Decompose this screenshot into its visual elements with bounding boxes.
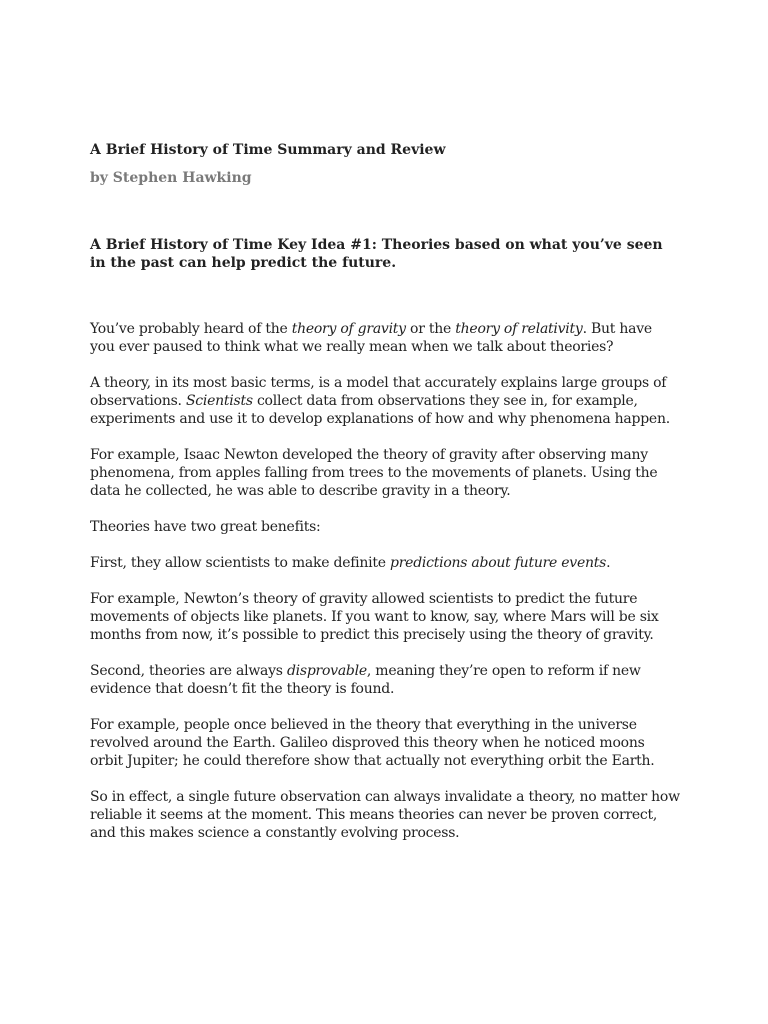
document-body — [90, 320, 680, 842]
paragraph-1-emphasis-gravity: theory of gravity — [291, 321, 406, 337]
paragraph-7-emphasis-disprovable: disprovable — [286, 663, 367, 679]
paragraph-2 — [90, 374, 680, 428]
paragraph-4: Theories have two great benefits: — [90, 519, 321, 535]
paragraph-5-text-b: . — [606, 555, 611, 571]
paragraph-7-text-b: , meaning they’re open to reform if new evidence that doesn’t fit the theory is found. — [90, 663, 641, 697]
paragraph-7 — [90, 662, 680, 698]
paragraph-2-emphasis-scientists: Scientists — [185, 393, 253, 409]
paragraph-1-text-a: You’ve probably heard of the — [90, 321, 292, 337]
document-page — [90, 141, 680, 860]
paragraph-8: For example, people once believed in the theory that everything in the universe revolved around the Earth. Galileo disproved this theory when he noticed moons orbit Jupiter; he could therefore show that actually not everything orbit the Earth. — [90, 717, 655, 769]
document-author: by Stephen Hawking — [90, 170, 252, 186]
paragraph-6: For example, Newton’s theory of gravity allowed scientists to predict the future movements of objects like planets. If you want to know, say, where Mars will be six months from now, it’s possible to predict this precisely using the theory of gravity. — [90, 591, 659, 643]
paragraph-7-text-a: Second, theories are always — [90, 663, 287, 679]
paragraph-5 — [90, 554, 680, 572]
paragraph-2-text-b: collect data from observations they see in, for example, experiments and use it to develop explanations of how and why phenomena happen. — [90, 393, 670, 427]
paragraph-1-text-b: or the — [405, 321, 456, 337]
paragraph-2-text-a: A theory, in its most basic terms, is a model that accurately explains large groups of observations. — [90, 375, 667, 409]
paragraph-1 — [90, 320, 680, 356]
paragraph-9: So in effect, a single future observation can always invalidate a theory, no matter how reliable it seems at the moment. This means theories can never be proven correct, and this makes science a constantly evolving process. — [90, 789, 680, 841]
paragraph-1-emphasis-relativity: theory of relativity — [455, 321, 583, 337]
paragraph-3: For example, Isaac Newton developed the theory of gravity after observing many phenomena, from apples falling from trees to the movements of planets. Using the data he collected, he was able to describe gravity in a theory. — [90, 447, 658, 499]
paragraph-1-text-c: . But have you ever paused to think what we really mean when we talk about theories? — [90, 321, 652, 355]
paragraph-5-emphasis-predictions: predictions about future events — [390, 555, 607, 571]
document-title: A Brief History of Time Summary and Review — [90, 142, 446, 158]
key-idea-heading: A Brief History of Time Key Idea #1: Theories based on what you’ve seen in the past can help predict the future. — [90, 237, 663, 271]
paragraph-5-text-a: First, they allow scientists to make definite — [90, 555, 391, 571]
